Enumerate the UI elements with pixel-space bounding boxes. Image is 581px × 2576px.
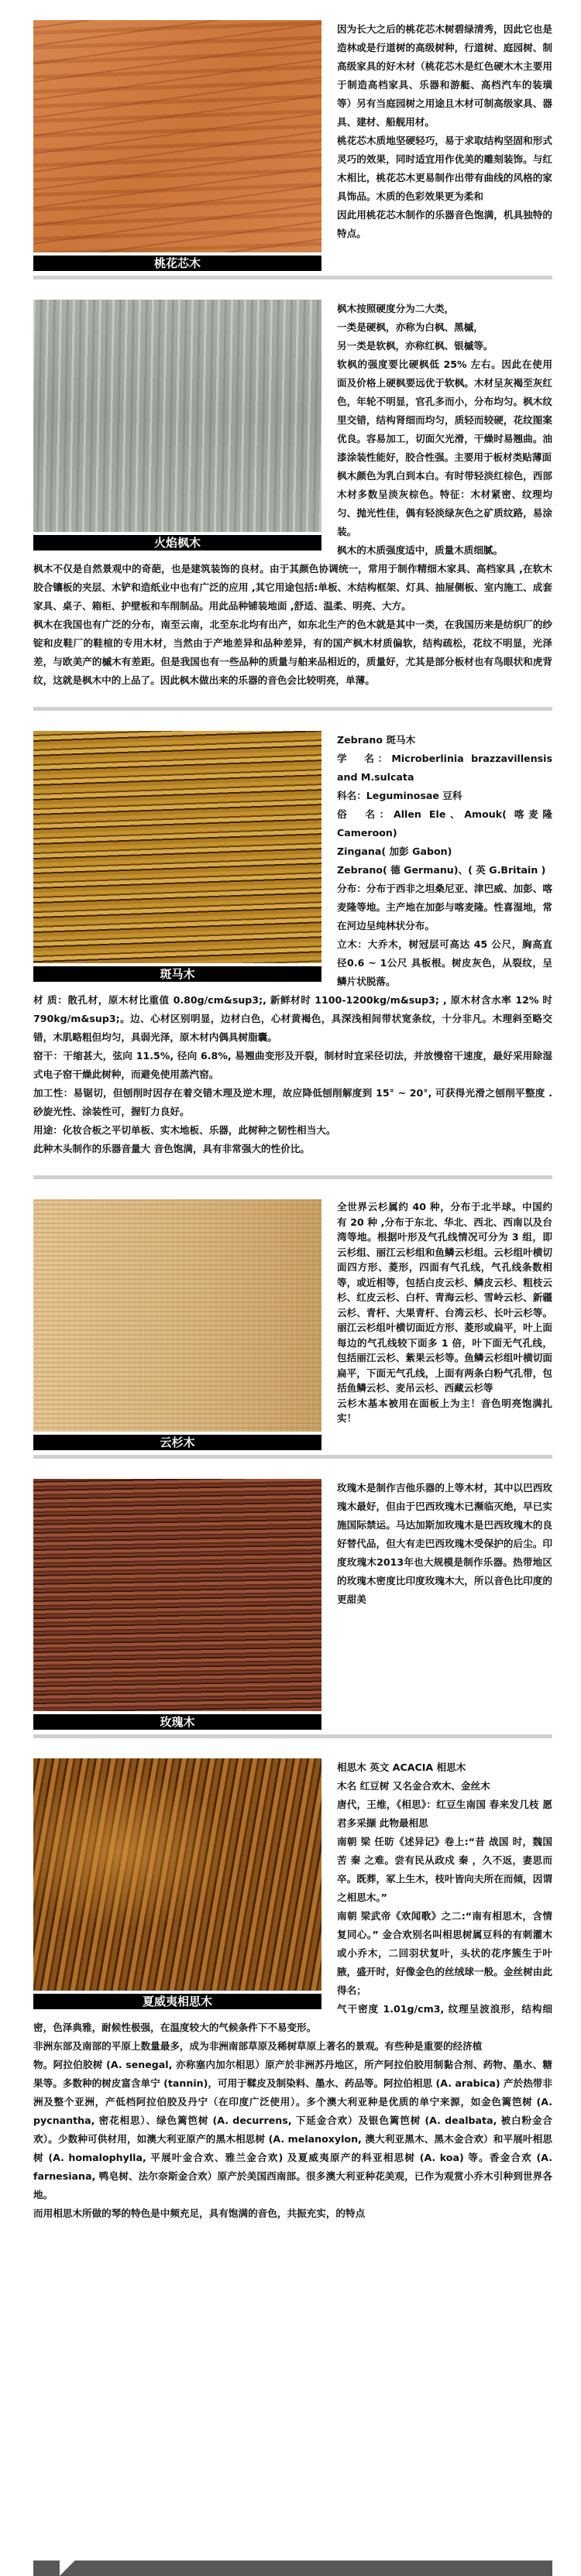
paragraph: 用途：化妆合板之平切单板、实木地板、乐器，此树种之韧性相当大。 xyxy=(33,1124,336,1136)
paragraph: 木名 红豆树 又名金合欢木、金丝木 xyxy=(337,1780,490,1792)
paragraph: 窑干：干缩甚大，弦向 11.5%, 径向 6.8%, 易翘曲变形及开裂，制材时宜采径切法，并放慢窑干速度，最好采用除湿式电子窑干燥此树种，而避免使用蒸汽窑。 xyxy=(33,1050,552,1080)
footer-banner-bar xyxy=(33,2561,552,2576)
section-spruce xyxy=(33,1179,552,1459)
banner-notch-decoration xyxy=(60,2561,75,2576)
paragraph: Zebrano( 德 Germanu)、( 英 G.Britain ) xyxy=(337,864,546,876)
paragraph: 分布：分布于西非之坦桑尼亚、津巴威、加彭、喀麦隆等地。主产地在加彭与喀麦隆。性喜湿地，常在河边呈纯林状分布。 xyxy=(337,883,552,931)
flame-maple-texture-image xyxy=(33,300,321,532)
wood-figure xyxy=(33,731,321,982)
paragraph: 桃花芯木质地坚硬轻巧，易于求取结构坚固和形式灵巧的效果，同时适宜用作优美的雕刻装饰。与红木相比，桃花芯木更易制作出带有曲线的风格的家具饰品。木质的色彩效果更为柔和 xyxy=(337,135,552,202)
paragraph: 非洲东部及南部的平原上数量最多，成为非洲南部草原及稀树草原上著名的景观。有些种是重要的经济植 xyxy=(33,2040,483,2052)
paragraph: 加工性：易锯切，但刨削时因存在着交错木理及逆木理，故应降低刨削解度到 15° ~ 20°, 可获得光滑之刨削平整度 . 砂旋光性、涂装性可，握钉力良好。 xyxy=(33,1087,552,1117)
paragraph: 因为长大之后的桃花芯木树碧绿清秀，因此它也是造林或是行道树的高级树种，行道树、庭园树、制高级家具的好木材（桃花芯木是红色硬木木主要用于制造高档家具、乐器和游艇、高档汽车的装璜等）另有当庭园树之用途且木材可制高级家具、器具、建材、船舰用材。 xyxy=(337,23,552,128)
paragraph: 玫瑰木是制作吉他乐器的上等木材，其中以巴西玫瑰木最好，但由于巴西玫瑰木已濒临灭绝，早已实施国际禁运。马达加斯加玫瑰木是巴西玫瑰木的良好替代品，但大有走巴西玫瑰木受保护的后尘。印度玫瑰木2013年也大规模是制作乐器。热带地区的玫瑰木密度比印度玫瑰木大，所以音色比印度的更甜美 xyxy=(337,1482,552,1605)
section-peach-mahogany xyxy=(33,0,552,280)
section-flame-maple xyxy=(33,280,552,711)
paragraph: 俗 名：Allen Ele、Amouk( 喀麦隆 Cameroon) xyxy=(337,808,552,839)
paragraph: 全世界云杉属约 40 种，分布于北半球。中国约有 20 种 ,分布于东北、华北、西北、西南以及台湾等地。根据叶形及气孔线情况可分为 3 组，即云杉组、丽江云杉组和鱼鳞云杉组。云杉组叶横切面四方形、菱形，四面有气孔线，气孔线条数相等，或近相等，包括白皮云杉、鳞皮云杉、粗枝云杉、红皮云杉、白杆、青海云杉、雪岭云杉、新疆云杉、青杆、大果青杆、台湾云杉、长叶云杉等。丽江云杉组叶横切面近方形、菱形或扁平，叶上面每边的气孔线较下面多 1 倍，叶下面无气孔线，包括丽江云杉、紫果云杉等。鱼鳞云杉组叶横切面扁平，下面无气孔线，上面有两条白粉气孔带，包括鱼鳞云杉、麦吊云杉、西藏云杉等 xyxy=(337,1201,552,1394)
paragraph: 材 质：散孔材，原木材比重值 0.80g/cm&sup3;, 新鲜材时 1100-1200kg/m&sup3; , 原木材含水率 12% 时 790kg/m&sup3;。边、心材区别明显，边材白色，心材黄褐色，具深浅相间带状宽条纹，十分非凡。木理斜至略交错，木肌略粗但均匀，具弱光泽，原木材内偶具树脂囊。 xyxy=(33,994,552,1043)
paragraph: Zebrano 斑马木 xyxy=(337,734,416,746)
peach-mahogany-texture-image xyxy=(33,20,321,252)
section-hawaiian-acacia xyxy=(33,1738,552,2223)
paragraph: 因此用桃花芯木制作的乐器音色饱满，机具独特的特点。 xyxy=(337,209,552,239)
paragraph: 枫木在我国也有广泛的分布，南至云南，北至东北均有出产，如东北生产的色木就是其中一类，在我国历来是纺织厂的纱锭和皮鞋厂的鞋楦的专用木材，当然由于产地差异和品种差异，有的国产枫木材质偏软，结构疏松，花纹不明显，光泽差，与欧美产的槭木有差距。但是我国也有一些品种的质量与舶来品相近的，质量好，尤其是部分板材也有鸟眼状和虎背纹，这就是枫木中的上品了。因此枫木做出来的乐器的音色会比较明亮，单薄。 xyxy=(33,619,552,686)
wood-label: 夏威夷相思木 xyxy=(33,1994,321,2009)
zebrano-texture-image xyxy=(33,731,321,963)
section-rosewood xyxy=(33,1459,552,1738)
wood-label: 火焰枫木 xyxy=(33,535,321,551)
paragraph: 学 名：Microberlinia brazzavillensis and M.sulcata xyxy=(337,753,552,783)
paragraph: 唐代，王维，《相思》：红豆生南国 春来发几枝 愿君多采撷 此物最相思 xyxy=(337,1799,552,1829)
paragraph: 枫木颜色为乳白到本白。有时带轻淡红棕色，西部木材多数呈淡灰棕色。特征：木材紧密、纹理均匀、抛光性佳，偶有轻淡绿灰色之矿质纹路，易涂装。 xyxy=(337,470,552,537)
paragraph: 立木：大乔木，树冠层可高达 45 公尺，胸高直径0.6 ~ 1公尺 具板根。树皮灰色，从裂纹，呈鳞片状脱落。 xyxy=(337,938,552,987)
wood-label: 玫瑰木 xyxy=(33,1714,321,1730)
wood-figure xyxy=(33,1479,321,1730)
wood-figure xyxy=(33,300,321,551)
paragraph: 相思木 英文 ACACIA 相思木 xyxy=(337,1761,466,1773)
wood-label: 斑马木 xyxy=(33,966,321,982)
wood-figure xyxy=(33,1199,321,1450)
paragraph: 一类是硬枫，亦称为白枫、黑槭， xyxy=(337,321,483,333)
paragraph: 南朝 梁 任昉《述异记》卷上:“昔 战国 时，魏国 苦 秦 之难。尝有民从政戍 秦 ，久不返，妻思而卒。既葬，冢上生木，枝叶皆向夫所在而倾，因谓之相思木。” xyxy=(337,1836,552,1903)
paragraph: 而用相思木所做的琴的特色是中频充足，具有饱满的音色，共振充实，的特点 xyxy=(33,2207,366,2219)
paragraph: 气干密度 1.01g/cm3, 纹理呈波浪形，结构细密，色泽典雅，耐候性极强，在温度较大的气候条件下不易变形。 xyxy=(33,2003,552,2033)
wood-figure xyxy=(33,20,321,271)
spruce-texture-image xyxy=(33,1199,321,1432)
paragraph: 此种木头制作的乐器音量大 音色饱满，具有非常强大的性价比。 xyxy=(33,1143,311,1154)
wood-label: 云杉木 xyxy=(33,1435,321,1450)
paragraph: 枫木的木质强度适中，质量木质细腻。 xyxy=(337,544,504,556)
wood-label: 桃花芯木 xyxy=(33,256,321,271)
paragraph: 科名：Leguminosae 豆科 xyxy=(337,790,462,801)
paragraph: Zingana( 加彭 Gabon) xyxy=(337,846,452,857)
paragraph: 软枫的强度要比硬枫低 25% 左右。因此在使用面及价格上硬枫要远优于软枫。木材呈灰褐至灰红色，年轮不明显，官孔多而小，分布均匀。枫木纹里交错，结构肾细而均匀，质轻而较硬，花纹图案优良。容易加工，切面欠光滑，干燥时易翘曲。油漆涂装性能好，胶合性强。主要用于板材类贴薄面 xyxy=(337,358,552,463)
paragraph: 枫木按照硬度分为二大类， xyxy=(337,303,455,314)
wood-figure xyxy=(33,1758,321,2009)
acacia-texture-image xyxy=(33,1758,321,1991)
paragraph: 南朝 梁武帝《欢闻歌》之二:“南有相思木，含情复同心。” 金合欢别名叫相思树属豆科的有刺灌木或小乔木，二回羽状复叶，头状的花序簇生于叶腋，盛开时，好像金色的丝绒球一般。金丝树由此得名； xyxy=(337,1910,552,1996)
section-zebrano xyxy=(33,711,552,1179)
paragraph: 云杉木基本被用在面板上为主！音色明亮饱满扎实！ xyxy=(337,1397,552,1424)
paragraph: 枫木不仅是自然景观中的奇葩，也是建筑装饰的良材。由于其颜色协调统一，常用于制作精细木家具、高档家具 ,在软木胶合镶板的夹层、木铲和造纸业中也有广泛的应用 ,其它用途包括:单板、木结构框架、灯具、抽屉侧板、室内施工、成套家具、桌子、箱柜、护壁板和车削制品。用此品种铺装地面 ,舒适、温柔、明亮、大方。 xyxy=(33,563,552,612)
paragraph: 另一类是软枫，亦称红枫、银槭等。 xyxy=(337,340,493,352)
wood-catalog-page xyxy=(33,0,552,2223)
rosewood-texture-image xyxy=(33,1479,321,1711)
paragraph: 物。阿拉伯胶树 (A. senegal, 亦称塞内加尔相思）原产於非洲苏丹地区，所产阿拉伯胶用制黏合剂、药物、墨水、糖果等。多数种的树皮富含单宁 (tannin)，可用于鞣皮及制染料、墨水、药品等。阿拉伯相思 (A. arabica) 产於热带非洲及整个亚洲，产低档阿拉伯胶及丹宁（在印度广泛使用）。多个澳大利亚种是优质的单宁来源，如金色篱笆树 (A. pycnantha, 密花相思）、绿色篱笆树 (A. decurrens, 下延金合欢）及银色篱笆树 (A. dealbata, 被白粉金合欢）。少数种可供材用，如澳大利亚原产的黑木相思树 (A. melanoxylon, 澳大利亚黑木、黑木金合欢）和平展叶相思树 (A. homalophylla, 平展叶金合欢、雅兰金合欢) 及夏威夷原产的科亚相思树 (A. koa) 等。香金合欢 (A. farnesiana, 鸭皂树、法尔奈斯金合欢）原产於美国西南部。很多澳大利亚种花美观，已作为观赏小乔木引种到世界各地。 xyxy=(33,2059,552,2200)
